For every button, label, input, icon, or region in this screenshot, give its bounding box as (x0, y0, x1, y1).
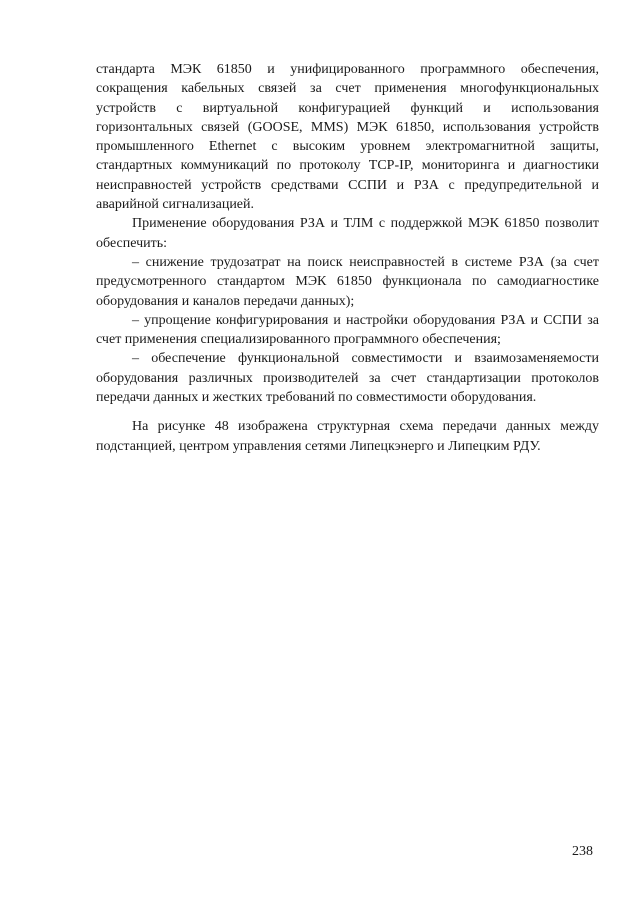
text-line: устройств с виртуальной конфигурацией функций и использования (96, 100, 599, 116)
text-line: подстанцией, центром управления сетями Липецкэнерго и Липецким РДУ. (96, 438, 541, 454)
text-line: стандарта МЭК 61850 и унифицированного программного обеспечения, (96, 62, 599, 77)
text-line: промышленного Ethernet с высоким уровнем электромагнитной защиты, (96, 139, 599, 155)
text-line: оборудования и каналов передачи данных); (96, 293, 355, 309)
text-line: неисправностей устройств средствами ССПИ и РЗА с предупредительной и (96, 177, 599, 193)
page-number: 238 (572, 844, 593, 859)
text-line: На рисунке 48 изображена структурная схема передачи данных между (132, 419, 599, 435)
text-line: горизонтальных связей (GOOSE, MMS) МЭК 61850, использования устройств (96, 119, 599, 135)
text-line: аварийной сигнализацией. (96, 197, 255, 213)
bullet-item: – обеспечение функциональной совместимости и взаимозаменяемости (132, 351, 599, 367)
text-line: предусмотренного стандартом МЭК 61850 функционала по самодиагностике (96, 274, 599, 290)
text-line: обеспечить: (96, 235, 167, 251)
text-line: оборудования различных производителей за счет стандартизации протоколов (96, 370, 599, 386)
text-line: Применение оборудования РЗА и ТЛМ с поддержкой МЭК 61850 позволит (132, 216, 599, 232)
text-line: стандартных коммуникаций по протоколу TCP-IP, мониторинга и диагностики (96, 158, 599, 174)
text-line: сокращения кабельных связей за счет применения многофункциональных (96, 81, 599, 97)
bullet-item: – упрощение конфигурирования и настройки оборудования РЗА и ССПИ за (132, 312, 599, 328)
text-line: передачи данных и жестких требований по совместимости оборудования. (96, 390, 537, 406)
text-line: счет применения специализированного программного обеспечения; (96, 332, 501, 348)
body-text (96, 60, 599, 456)
bullet-item: – снижение трудозатрат на поиск неисправностей в системе РЗА (за счет (132, 254, 599, 270)
